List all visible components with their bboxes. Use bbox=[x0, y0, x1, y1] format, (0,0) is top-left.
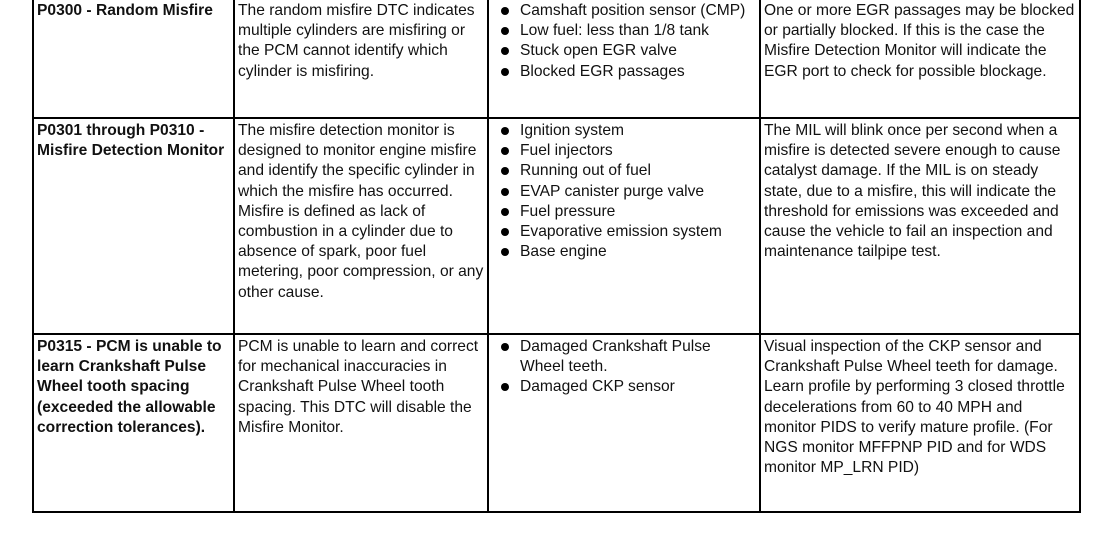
causes-cell bbox=[488, 118, 760, 334]
causes-list bbox=[492, 1, 756, 82]
action-cell: One or more EGR passages may be blocked or partially blocked. If this is the case the Misfire Detection Monitor will indicate the EGR port to check for possible blockage. bbox=[760, 0, 1080, 118]
causes-cell bbox=[488, 334, 760, 512]
dtc-code-cell: P0301 through P0310 - Misfire Detection Monitor bbox=[33, 118, 234, 334]
table-row bbox=[33, 118, 1080, 334]
description-cell: The random misfire DTC indicates multiple cylinders are misfiring or the PCM cannot identify which cylinder is misfiring. bbox=[234, 0, 488, 118]
action-cell: Visual inspection of the CKP sensor and Crankshaft Pulse Wheel teeth for damage. Learn profile by performing 3 closed throttle decelerations from 60 to 40 MPH and monitor PIDS to verify mature profile. (For NGS monitor MFFPNP PID and for WDS monitor MP_LRN PID) bbox=[760, 334, 1080, 512]
description-cell: PCM is unable to learn and correct for mechanical inaccuracies in Crankshaft Pulse Wheel tooth spacing. This DTC will disable the Misfire Monitor. bbox=[234, 334, 488, 512]
list-item: Low fuel: less than 1/8 tank bbox=[520, 21, 756, 41]
list-item: Running out of fuel bbox=[520, 161, 756, 181]
list-item: Blocked EGR passages bbox=[520, 62, 756, 82]
list-item: Evaporative emission system bbox=[520, 222, 756, 242]
list-item: Ignition system bbox=[520, 121, 756, 141]
causes-cell bbox=[488, 0, 760, 118]
list-item: Fuel pressure bbox=[520, 202, 756, 222]
causes-list bbox=[492, 337, 756, 398]
list-item: Fuel injectors bbox=[520, 141, 756, 161]
dtc-code-cell: P0315 - PCM is unable to learn Crankshaft Pulse Wheel tooth spacing (exceeded the allowable correction tolerances). bbox=[33, 334, 234, 512]
action-cell: The MIL will blink once per second when a misfire is detected severe enough to cause catalyst damage. If the MIL is on steady state, due to a misfire, this will indicate the threshold for emissions was exceeded and cause the vehicle to fail an inspection and maintenance tailpipe test. bbox=[760, 118, 1080, 334]
list-item: Stuck open EGR valve bbox=[520, 41, 756, 61]
table-row bbox=[33, 0, 1080, 118]
list-item: Base engine bbox=[520, 242, 756, 262]
causes-list bbox=[492, 121, 756, 262]
list-item: Camshaft position sensor (CMP) bbox=[520, 1, 756, 21]
list-item: Damaged Crankshaft Pulse Wheel teeth. bbox=[520, 337, 756, 377]
list-item: EVAP canister purge valve bbox=[520, 182, 756, 202]
dtc-table bbox=[32, 0, 1081, 513]
description-cell: The misfire detection monitor is designed to monitor engine misfire and identify the specific cylinder in which the misfire has occurred. Misfire is defined as lack of combustion in a cylinder due to absence of spark, poor fuel metering, poor compression, or any other cause. bbox=[234, 118, 488, 334]
list-item: Damaged CKP sensor bbox=[520, 377, 756, 397]
table-row bbox=[33, 334, 1080, 512]
dtc-code-cell: P0300 - Random Misfire bbox=[33, 0, 234, 118]
